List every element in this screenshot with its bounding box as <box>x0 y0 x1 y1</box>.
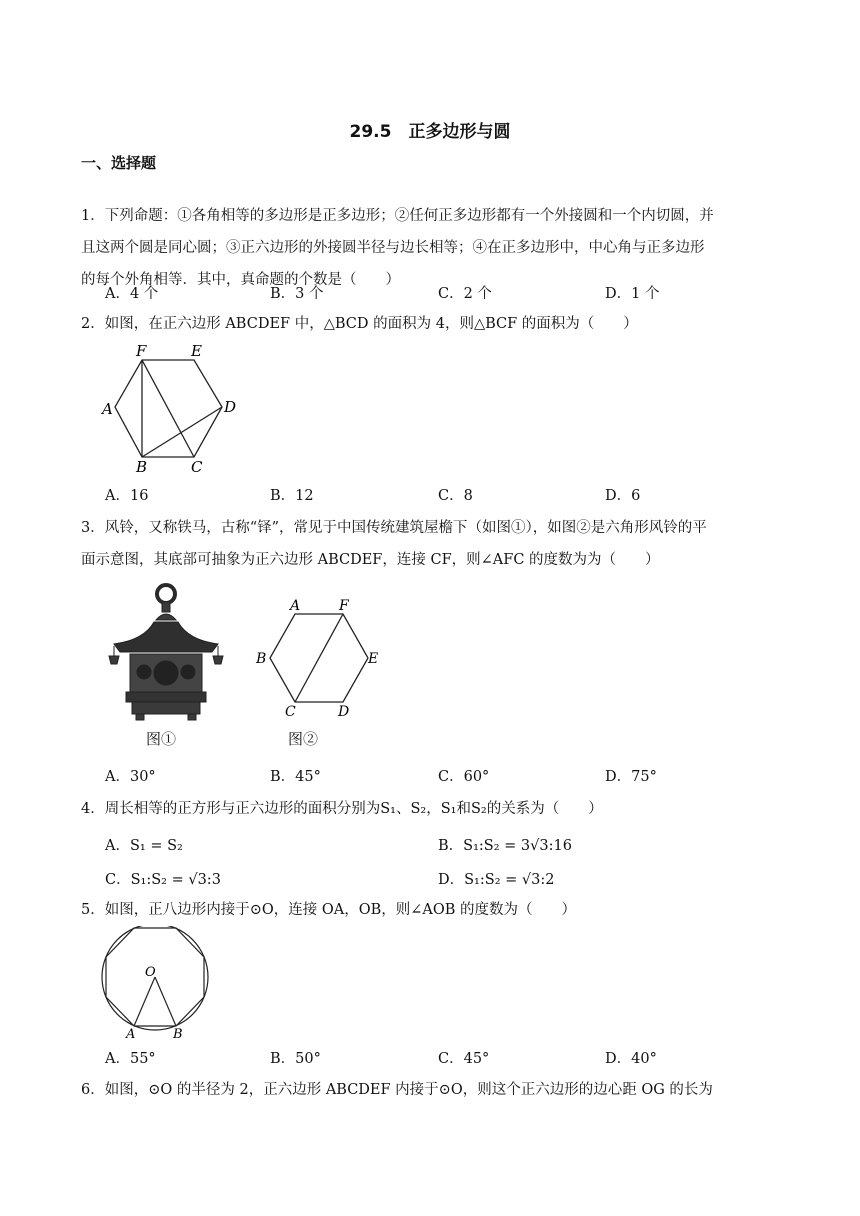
question-2-line-1: 2．如图，在正六边形 ABCDEF 中，△BCD 的面积为 4，则△BCF 的面积为（ ） <box>81 316 638 332</box>
hexagon-figure-q2 <box>100 340 245 475</box>
option-c[interactable]: C．S₁:S₂ = √3:3 <box>105 872 221 888</box>
question-1-line-3: 的每个外角相等．其中，真命题的个数是（ ） <box>81 272 400 288</box>
option-b[interactable]: B．12 <box>270 488 314 504</box>
label-f: F <box>136 342 147 360</box>
question-2-stem <box>81 308 781 340</box>
option-d[interactable]: D．S₁:S₂ = √3:2 <box>438 872 555 888</box>
question-3-line-1: 3．风铃，又称铁马，古称“铎”，常见于中国传统建筑屋檐下（如图①），如图②是六角形风铃的平 <box>81 520 707 536</box>
option-a[interactable]: A．30° <box>105 769 156 785</box>
question-3-stem <box>81 512 781 576</box>
option-a[interactable]: A．16 <box>105 488 149 504</box>
label-b: B <box>136 458 148 475</box>
question-6-stem <box>81 1074 781 1106</box>
label-e: E <box>368 651 379 667</box>
option-b[interactable]: B．3 个 <box>270 286 324 302</box>
option-b[interactable]: B．S₁:S₂ = 3√3:16 <box>438 838 572 854</box>
label-a: A <box>290 598 301 614</box>
option-c[interactable]: C．2 个 <box>438 286 492 302</box>
question-3-line-2: 面示意图，其底部可抽象为正六边形 ABCDEF，连接 CF，则∠AFC 的度数为为（ ） <box>81 552 660 568</box>
hexagon-figure-q3 <box>250 592 380 722</box>
label-b: B <box>173 1027 183 1042</box>
lantern-image <box>104 582 228 722</box>
option-c[interactable]: C．8 <box>438 488 473 504</box>
option-d[interactable]: D．1 个 <box>605 286 660 302</box>
label-d: D <box>338 704 350 720</box>
label-c: C <box>191 458 203 475</box>
question-4-options-row-2 <box>105 868 785 892</box>
label-b: B <box>256 651 267 667</box>
option-a[interactable]: A．55° <box>105 1051 156 1067</box>
option-b[interactable]: B．50° <box>270 1051 321 1067</box>
option-a[interactable]: A．S₁ = S₂ <box>105 838 183 854</box>
question-6-line-1: 6．如图，⊙O 的半径为 2，正六边形 ABCDEF 内接于⊙O，则这个正六边形的边心距 OG 的长为 <box>81 1082 713 1098</box>
question-5-line-1: 5．如图，正八边形内接于⊙O，连接 OA，OB，则∠AOB 的度数为（ ） <box>81 902 577 918</box>
option-b[interactable]: B．45° <box>270 769 321 785</box>
option-a[interactable]: A．4 个 <box>105 286 159 302</box>
label-a: A <box>102 400 113 418</box>
option-c[interactable]: C．45° <box>438 1051 490 1067</box>
question-4-options-row-1 <box>105 834 785 858</box>
octagon-figure-q5 <box>98 926 218 1042</box>
label-c: C <box>285 704 296 720</box>
caption-figure-1: 图① <box>146 730 177 748</box>
label-o: O <box>145 965 156 980</box>
question-4-line-1: 4．周长相等的正方形与正六边形的面积分别为S₁、S₂，S₁和S₂的关系为（ ） <box>81 801 603 817</box>
option-d[interactable]: D．40° <box>605 1051 657 1067</box>
option-d[interactable]: D．75° <box>605 769 657 785</box>
question-1-line-1: 1．下列命题：①各角相等的多边形是正多边形；②任何正多边形都有一个外接圆和一个内切圆，并 <box>81 208 714 224</box>
question-1-line-2: 且这两个圆是同心圆；③正六边形的外接圆半径与边长相等；④在正多边形中，中心角与正多边形 <box>81 240 705 256</box>
label-d: D <box>224 398 237 416</box>
question-5-stem <box>81 894 781 926</box>
option-d[interactable]: D．6 <box>605 488 641 504</box>
question-2-options <box>105 484 785 508</box>
question-3-options <box>105 765 785 789</box>
label-e: E <box>191 342 202 360</box>
question-5-options <box>105 1047 785 1071</box>
section-heading: 一、选择题 <box>81 154 157 172</box>
option-c[interactable]: C．60° <box>438 769 490 785</box>
caption-figure-2: 图② <box>288 730 319 748</box>
question-4-stem <box>81 793 781 825</box>
question-1-options <box>105 282 785 306</box>
page-title: 29.5 正多边形与圆 <box>349 122 511 142</box>
label-f: F <box>339 598 349 614</box>
label-a: A <box>126 1027 136 1042</box>
